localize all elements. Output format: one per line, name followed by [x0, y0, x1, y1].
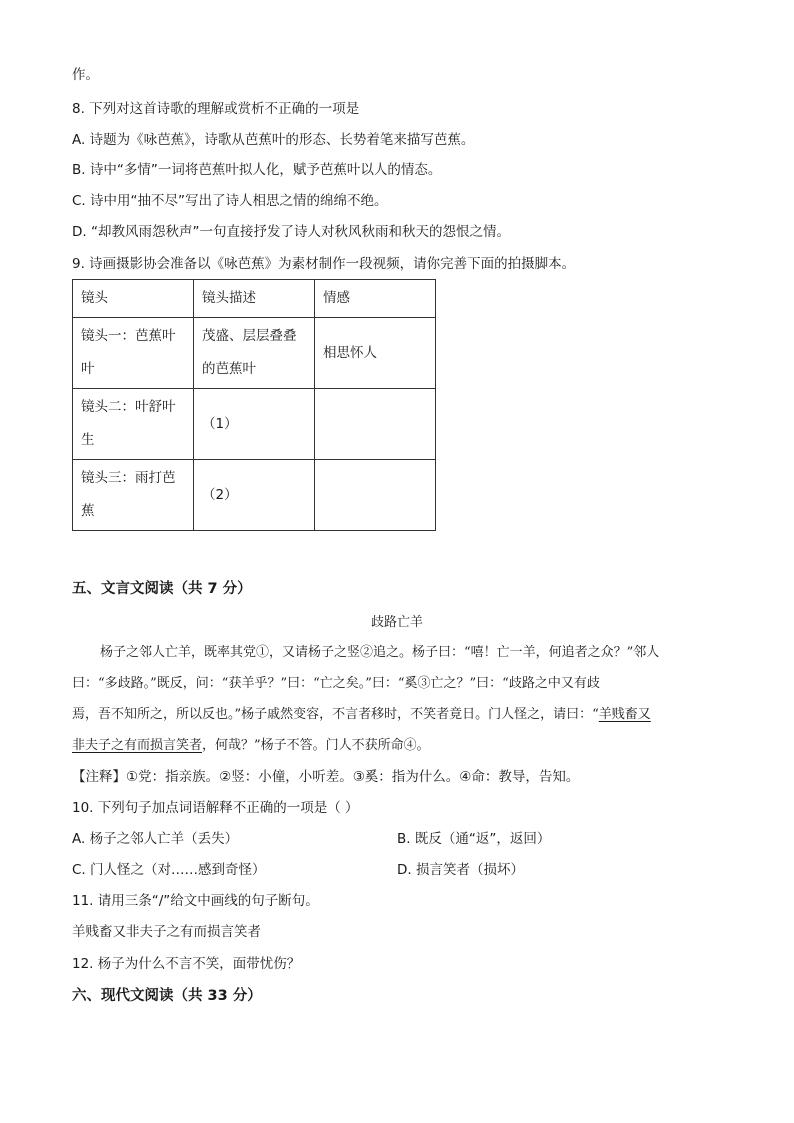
- table-header-row: [73, 280, 436, 318]
- table-header: 情感: [315, 280, 436, 318]
- passage-text: ，何哉？”杨子不答。门人不获所命④。: [202, 738, 430, 753]
- passage-line: [72, 706, 651, 724]
- q10-option-c: C. 门人怪之（对……感到奇怪）: [72, 862, 266, 878]
- cell-text: 镜头三：雨打芭: [81, 470, 176, 486]
- q8-option-d: D. “却教风雨怨秋声”一句直接抒发了诗人对秋风秋雨和秋天的怨恨之情。: [72, 224, 510, 240]
- table-header: 镜头: [73, 280, 194, 318]
- passage-line: 曰：“多歧路。”既反，问：“获羊乎？”曰：“亡之矣。”曰：“奚③亡之？”曰：“歧路之中又有歧: [72, 676, 600, 691]
- emotion-cell-blank[interactable]: [315, 389, 436, 460]
- desc-cell-blank[interactable]: （2）: [194, 460, 315, 531]
- cell-text: 镜头二：叶舒叶: [81, 399, 176, 415]
- annotations: 【注释】①党：指亲族。②竖：小僮，小听差。③奚：指为什么。④命：教导，告知。: [72, 769, 580, 785]
- table-row: [73, 389, 436, 460]
- cell-text: 的芭蕉叶: [202, 361, 256, 377]
- shot-cell: [73, 389, 194, 460]
- q8-option-c: C. 诗中用“抽不尽”写出了诗人相思之情的绵绵不绝。: [72, 193, 388, 209]
- q9-stem: 9. 诗画摄影协会准备以《咏芭蕉》为素材制作一段视频，请你完善下面的拍摄脚本。: [72, 256, 576, 272]
- q10-option-a: A. 杨子之邻人亡羊（丢失）: [72, 831, 239, 847]
- passage-text: 焉，吾不知所之，所以反也。”杨子戚然变容，不言者移时，不笑者竟日。门人怪之，请曰：“: [72, 707, 599, 722]
- cell-text: 叶: [81, 361, 95, 377]
- q10-stem: 10. 下列句子加点词语解释不正确的一项是（ ）: [72, 800, 359, 816]
- q10-option-b: B. 既反（通“返”，返回）: [397, 831, 551, 847]
- passage-title: 歧路亡羊: [370, 615, 423, 630]
- passage-line: 杨子之邻人亡羊，既率其党①，又请杨子之竖②追之。杨子曰：“嘻！亡一羊，何追者之众？”邻人: [100, 645, 660, 660]
- underlined-sentence: 非夫子之有而损言笑者: [72, 738, 203, 753]
- cell-text: 生: [81, 432, 95, 448]
- shot-cell: [73, 318, 194, 389]
- desc-cell-blank[interactable]: （1）: [194, 389, 315, 460]
- cell-text: 镜头一：芭蕉叶: [81, 328, 176, 344]
- shooting-script-table: [72, 279, 436, 531]
- q12-stem: 12. 杨子为什么不言不笑，面带忧伤？: [72, 956, 301, 972]
- text-fragment: 作。: [72, 67, 99, 83]
- passage-line: [72, 737, 430, 755]
- emotion-cell: 相思怀人: [315, 318, 436, 389]
- emotion-cell-blank[interactable]: [315, 460, 436, 531]
- q11-sentence: 羊贱畜又非夫子之有而损言笑者: [72, 924, 261, 940]
- table-row: [73, 318, 436, 389]
- q8-option-a: A. 诗题为《咏芭蕉》，诗歌从芭蕉叶的形态、长势着笔来描写芭蕉。: [72, 132, 475, 148]
- table-row: [73, 460, 436, 531]
- table-header: 镜头描述: [194, 280, 315, 318]
- q8-option-b: B. 诗中“多情”一词将芭蕉叶拟人化，赋予芭蕉叶以人的情态。: [72, 162, 442, 178]
- underlined-sentence: 羊贱畜又: [598, 707, 651, 722]
- desc-cell: [194, 318, 315, 389]
- section-heading: 六、现代文阅读（共 33 分）: [72, 988, 262, 1004]
- shot-cell: [73, 460, 194, 531]
- cell-text: 蕉: [81, 503, 95, 519]
- q11-stem: 11. 请用三条“/”给文中画线的句子断句。: [72, 893, 319, 909]
- section-heading: 五、文言文阅读（共 7 分）: [72, 581, 252, 597]
- q10-option-d: D. 损言笑者（损坏）: [397, 862, 524, 878]
- q8-stem: 8. 下列对这首诗歌的理解或赏析不正确的一项是: [72, 101, 360, 117]
- cell-text: 茂盛、层层叠叠: [202, 328, 297, 344]
